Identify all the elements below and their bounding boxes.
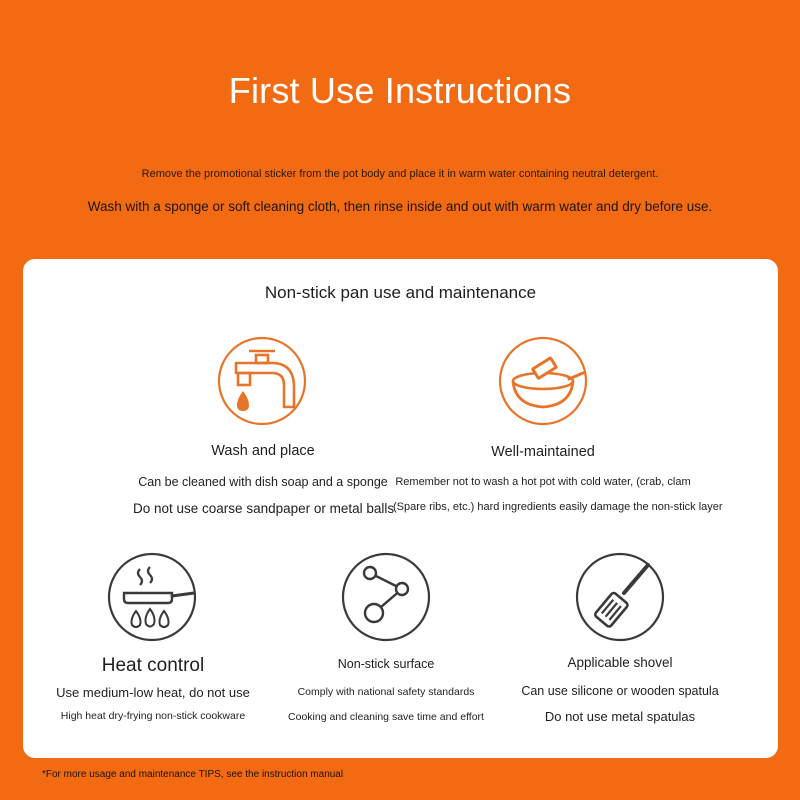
page-title: First Use Instructions (228, 70, 572, 111)
item-name: Wash and place (211, 443, 315, 459)
item-heat-control (43, 551, 263, 731)
item-line-1: Remember not to wash a hot pot with cold water, (crab, clam (395, 476, 691, 488)
item-wash-and-place (133, 335, 393, 525)
item-line-2: Do not use coarse sandpaper or metal balls (133, 501, 395, 516)
item-line-2: High heat dry-frying non-stick cookware (60, 710, 246, 722)
pan-flame-icon (106, 551, 198, 643)
sponge-bowl-icon (497, 335, 589, 427)
card-title: Non-stick pan use and maintenance (264, 283, 537, 302)
item-name: Well-maintained (491, 444, 595, 460)
item-name: Applicable shovel (567, 655, 673, 670)
item-line-2: Do not use metal spatulas (544, 709, 696, 724)
item-line-1: Comply with national safety standards (297, 686, 475, 698)
item-non-stick-surface (281, 551, 491, 731)
molecule-icon (340, 551, 432, 643)
intro-line-2: Wash with a sponge or soft cleaning cloth, then rinse inside and out with warm water and dry before use. (87, 199, 713, 214)
intro-line-1: Remove the promotional sticker from the pot body and place it in warm water containing neutral detergent. (141, 168, 659, 180)
footnote: *For more usage and maintenance TIPS, see the instruction manual (42, 769, 344, 780)
maintenance-card (23, 259, 778, 758)
faucet-icon (216, 335, 308, 427)
item-applicable-shovel (517, 551, 723, 731)
item-line-2: Cooking and cleaning save time and effort (288, 711, 484, 723)
item-well-maintained (393, 335, 723, 525)
item-name: Heat control (101, 655, 205, 676)
item-line-2: (Spare ribs, etc.) hard ingredients easily damage the non-stick layer (393, 501, 723, 513)
item-line-1: Can use silicone or wooden spatula (521, 684, 719, 698)
item-name: Non-stick surface (337, 657, 435, 671)
item-line-1: Use medium-low heat, do not use (56, 685, 250, 700)
spatula-icon (574, 551, 666, 643)
item-line-1: Can be cleaned with dish soap and a sponge (138, 475, 388, 489)
